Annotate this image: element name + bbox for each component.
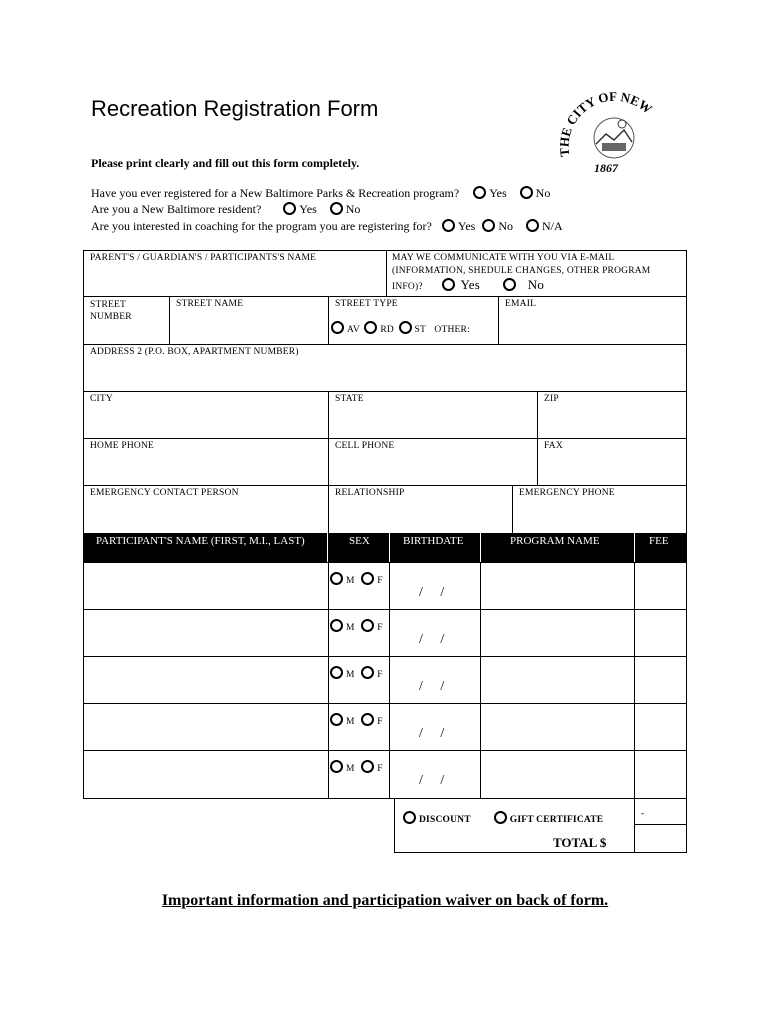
header-program-name: PROGRAM NAME <box>510 535 600 547</box>
state-field[interactable] <box>328 391 538 439</box>
sex-f-label: F <box>377 717 383 727</box>
sex-m-radio[interactable] <box>330 572 343 585</box>
participant-fee-cell[interactable] <box>634 609 687 657</box>
discount-gift-cell <box>394 798 635 853</box>
question-2-text: Are you a New Baltimore resident? <box>91 202 262 216</box>
q3-na-label: N/A <box>542 219 563 233</box>
participant-birthdate-cell[interactable] <box>389 656 481 704</box>
street-type-rd-label: RD <box>380 325 394 335</box>
participant-name-cell[interactable] <box>83 562 329 610</box>
emergency-contact-label: EMERGENCY CONTACT PERSON <box>90 488 239 498</box>
participant-birthdate-cell[interactable] <box>389 750 481 799</box>
email-yes-label: Yes <box>460 277 481 292</box>
address2-field[interactable] <box>83 344 687 392</box>
total-label: TOTAL $ <box>553 835 607 850</box>
q3-no-label: No <box>498 219 514 233</box>
email-permission-line3: INFO)? <box>392 282 423 292</box>
seal-year: 1867 <box>594 161 618 175</box>
participant-sex-cell <box>328 656 390 704</box>
birthdate-separators: / / <box>419 726 445 741</box>
header-sex: SEX <box>349 535 370 547</box>
participant-fee-cell[interactable] <box>634 656 687 704</box>
fax-field[interactable] <box>537 438 687 486</box>
email-permission-line1: MAY WE COMMUNICATE WITH YOU VIA E-MAIL <box>392 253 615 263</box>
question-1-text: Have you ever registered for a New Baltimore Parks & Recreation program? <box>91 186 460 200</box>
participant-birthdate-cell[interactable] <box>389 562 481 610</box>
seal-text: THE CITY OF NEW <box>556 88 655 158</box>
address2-label: ADDRESS 2 (P.O. BOX, APARTMENT NUMBER) <box>90 347 299 357</box>
street-name-field[interactable] <box>169 296 329 345</box>
fax-label: FAX <box>544 441 563 451</box>
waiver-notice: Important information and participation waiver on back of form. <box>161 892 609 909</box>
street-type-other-label: OTHER: <box>434 325 470 335</box>
participant-program-cell[interactable] <box>480 562 635 610</box>
sex-f-radio[interactable] <box>361 760 374 773</box>
q1-no-label: No <box>535 186 551 200</box>
question-resident <box>91 202 360 217</box>
birthdate-separators: / / <box>419 679 445 694</box>
sex-f-label: F <box>377 576 383 586</box>
street-type-label: STREET TYPE <box>335 299 398 309</box>
email-permission-line2: (INFORMATION, SHEDULE CHANGES, OTHER PROGRAM <box>392 266 651 276</box>
emergency-phone-field[interactable] <box>512 485 687 534</box>
street-number-label-2: NUMBER <box>90 312 132 322</box>
header-birthdate: BIRTHDATE <box>403 535 464 547</box>
q1-yes-radio[interactable] <box>473 186 486 199</box>
participant-fee-cell[interactable] <box>634 750 687 799</box>
zip-label: ZIP <box>544 394 559 404</box>
email-label: EMAIL <box>505 299 537 309</box>
street-type-av-radio[interactable] <box>331 321 344 334</box>
street-number-label-1: STREET <box>90 300 127 310</box>
sex-m-label: M <box>346 717 355 727</box>
city-seal-logo <box>556 80 664 178</box>
emergency-phone-label: EMERGENCY PHONE <box>519 488 615 498</box>
sex-f-radio[interactable] <box>361 713 374 726</box>
street-type-cell <box>328 296 499 345</box>
total-amount-field[interactable] <box>634 824 687 853</box>
form-title: Recreation Registration Form <box>91 96 379 121</box>
relationship-label: RELATIONSHIP <box>335 488 405 498</box>
participant-program-cell[interactable] <box>480 609 635 657</box>
participant-program-cell[interactable] <box>480 703 635 751</box>
participant-sex-cell <box>328 703 390 751</box>
sex-m-label: M <box>346 576 355 586</box>
home-phone-label: HOME PHONE <box>90 441 155 451</box>
q2-no-radio[interactable] <box>330 202 343 215</box>
relationship-field[interactable] <box>328 485 513 534</box>
question-3-text: Are you interested in coaching for the program you are registering for? <box>91 219 432 233</box>
street-number-field[interactable] <box>83 296 170 345</box>
participant-program-cell[interactable] <box>480 750 635 799</box>
participant-sex-cell <box>328 750 390 799</box>
email-field[interactable] <box>498 296 687 345</box>
participant-birthdate-cell[interactable] <box>389 609 481 657</box>
participant-rows <box>83 562 687 799</box>
participant-fee-cell[interactable] <box>634 562 687 610</box>
birthdate-separators: / / <box>419 585 445 600</box>
discount-radio[interactable] <box>403 811 416 824</box>
sex-f-label: F <box>377 670 383 680</box>
street-type-rd-radio[interactable] <box>364 321 377 334</box>
discount-amount-field[interactable] <box>634 798 687 825</box>
birthdate-separators: / / <box>419 773 445 788</box>
gift-certificate-radio[interactable] <box>494 811 507 824</box>
q2-no-label: No <box>345 202 361 216</box>
header-fee: FEE <box>649 535 669 547</box>
emergency-contact-field[interactable] <box>83 485 329 534</box>
parent-name-label: PARENT'S / GUARDIAN'S / PARTICIPANTS'S NAME <box>90 253 317 263</box>
participant-name-cell[interactable] <box>83 703 329 751</box>
participant-name-cell[interactable] <box>83 750 329 799</box>
street-name-label: STREET NAME <box>176 299 244 309</box>
q2-yes-label: Yes <box>299 202 317 216</box>
state-label: STATE <box>335 394 364 404</box>
city-label: CITY <box>90 394 113 404</box>
gift-certificate-label: GIFT CERTIFICATE <box>509 815 604 825</box>
home-phone-field[interactable] <box>83 438 329 486</box>
participant-birthdate-cell[interactable] <box>389 703 481 751</box>
street-type-st-radio[interactable] <box>399 321 412 334</box>
instructions: Please print clearly and fill out this form completely. <box>91 156 360 170</box>
sex-f-label: F <box>377 764 383 774</box>
email-yes-radio[interactable] <box>442 278 455 291</box>
discount-label: DISCOUNT <box>419 815 471 825</box>
q3-no-radio[interactable] <box>482 219 495 232</box>
sex-f-label: F <box>377 623 383 633</box>
email-permission-cell <box>386 250 687 297</box>
cell-phone-label: CELL PHONE <box>335 441 395 451</box>
participant-program-cell[interactable] <box>480 656 635 704</box>
q3-yes-label: Yes <box>457 219 476 233</box>
q3-yes-radio[interactable] <box>442 219 455 232</box>
q3-na-radio[interactable] <box>526 219 539 232</box>
cell-phone-field[interactable] <box>328 438 538 486</box>
email-no-radio[interactable] <box>503 278 516 291</box>
participant-sex-cell <box>328 609 390 657</box>
sex-m-radio[interactable] <box>330 760 343 773</box>
sex-f-radio[interactable] <box>361 619 374 632</box>
participant-fee-cell[interactable] <box>634 703 687 751</box>
discount-dash: - <box>641 809 645 819</box>
sex-f-radio[interactable] <box>361 572 374 585</box>
sex-m-label: M <box>346 764 355 774</box>
parent-name-field[interactable] <box>83 250 387 297</box>
question-coaching <box>91 219 563 234</box>
email-no-label: No <box>527 277 545 292</box>
participant-name-cell[interactable] <box>83 609 329 657</box>
street-type-av-label: AV <box>347 325 360 335</box>
city-field[interactable] <box>83 391 329 439</box>
sex-m-label: M <box>346 670 355 680</box>
participants-header <box>83 533 687 562</box>
q1-no-radio[interactable] <box>520 186 533 199</box>
sex-m-radio[interactable] <box>330 713 343 726</box>
header-participant-name: PARTICIPANT'S NAME (FIRST, M.I., LAST) <box>96 535 305 547</box>
q1-yes-label: Yes <box>489 186 507 200</box>
street-type-st-label: ST <box>414 325 426 335</box>
birthdate-separators: / / <box>419 632 445 647</box>
question-previous-registration <box>91 186 550 201</box>
participant-sex-cell <box>328 562 390 610</box>
sex-m-radio[interactable] <box>330 619 343 632</box>
sex-f-radio[interactable] <box>361 666 374 679</box>
participant-name-cell[interactable] <box>83 656 329 704</box>
sex-m-radio[interactable] <box>330 666 343 679</box>
zip-field[interactable] <box>537 391 687 439</box>
q2-yes-radio[interactable] <box>283 202 296 215</box>
sex-m-label: M <box>346 623 355 633</box>
